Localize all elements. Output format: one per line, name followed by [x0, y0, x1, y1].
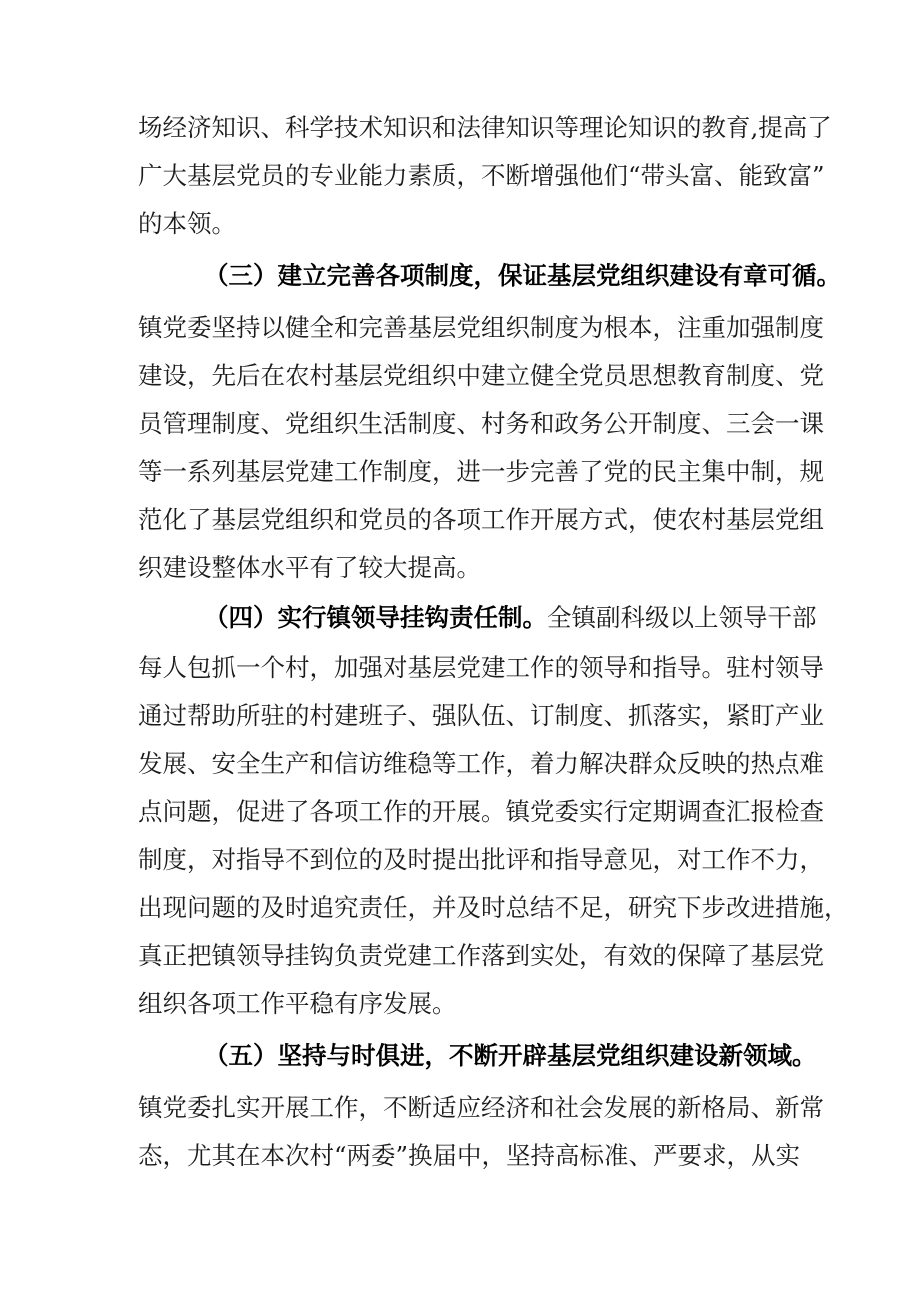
section-heading-4: （四）实行镇领导挂钩责任制。 [204, 603, 547, 632]
body-text-line: 制度，对指导不到位的及时提出批评和指导意见，对工作不力， [138, 845, 824, 874]
body-text-line: 真正把镇领导挂钩负责党建工作落到实处，有效的保障了基层党 [138, 941, 824, 970]
body-text-line: 点问题，促进了各项工作的开展。镇党委实行定期调查汇报检查 [138, 797, 824, 826]
body-text-line: 镇党委扎实开展工作，不断适应经济和社会发展的新格局、新常 [138, 1093, 824, 1122]
body-text-line: 发展、安全生产和信访维稳等工作，着力解决群众反映的热点难 [138, 749, 824, 778]
section-heading-5: （五）坚持与时俱进，不断开辟基层党组织建设新领域。 [204, 1041, 817, 1070]
body-text-line: 镇党委坚持以健全和完善基层党组织制度为根本，注重加强制度 [138, 313, 824, 342]
body-text-line: 等一系列基层党建工作制度，进一步完善了党的民主集中制，规 [138, 457, 824, 486]
body-text-line: 每人包抓一个村，加强对基层党建工作的领导和指导。驻村领导 [138, 653, 824, 682]
paragraph-line-with-heading [204, 603, 817, 632]
body-text-line: 建设，先后在农村基层党组织中建立健全党员思想教育制度、党 [138, 361, 824, 390]
body-text-line: 场经济知识、科学技术知识和法律知识等理论知识的教育,提高了 [138, 113, 832, 142]
body-text-line: 通过帮助所驻的村建班子、强队伍、订制度、抓落实，紧盯产业 [138, 701, 824, 730]
body-text-line: 态，尤其在本次村“两委”换届中，坚持高标准、严要求，从实 [138, 1141, 801, 1170]
section-heading-3: （三）建立完善各项制度，保证基层党组织建设有章可循。 [204, 261, 841, 290]
body-text-line: 织建设整体水平有了较大提高。 [138, 553, 481, 582]
body-text-line: 员管理制度、党组织生活制度、村务和政务公开制度、三会一课 [138, 409, 824, 438]
body-text-run: 全镇副科级以上领导干部 [547, 603, 817, 632]
body-text-line: 出现问题的及时追究责任，并及时总结不足，研究下步改进措施， [138, 893, 849, 922]
body-text-line: 的本领。 [138, 209, 236, 238]
body-text-line: 组织各项工作平稳有序发展。 [138, 989, 457, 1018]
body-text-line: 广大基层党员的专业能力素质，不断增强他们“带头富、能致富” [138, 161, 825, 190]
body-text-line: 范化了基层党组织和党员的各项工作开展方式，使农村基层党组 [138, 505, 824, 534]
